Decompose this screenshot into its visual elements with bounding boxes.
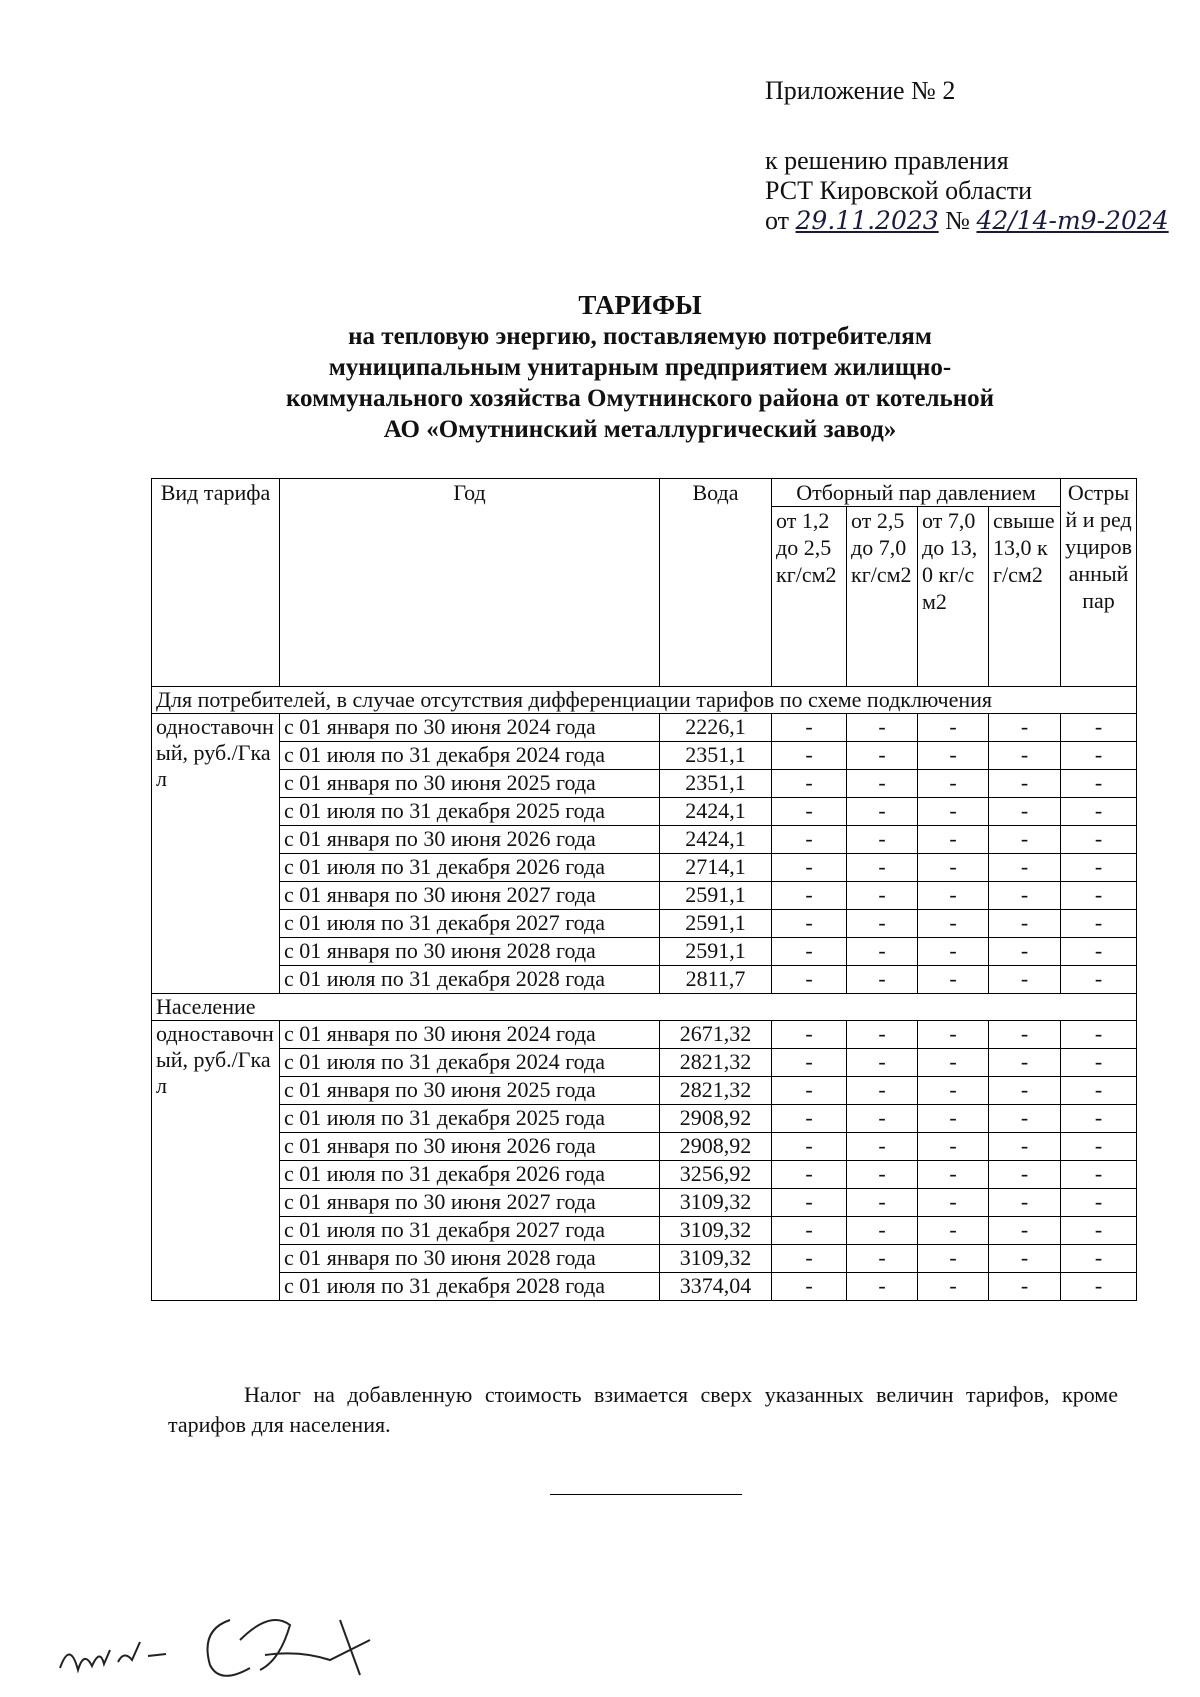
period-cell: с 01 января по 30 июня 2028 года bbox=[280, 938, 660, 966]
steam-1-cell: - bbox=[772, 770, 847, 798]
table-row bbox=[152, 1189, 1137, 1217]
document-title bbox=[150, 290, 1130, 445]
steam-1-cell: - bbox=[772, 798, 847, 826]
title-line-3: коммунального хозяйства Омутнинского района от котельной bbox=[285, 385, 995, 412]
period-cell: с 01 июля по 31 декабря 2024 года bbox=[280, 742, 660, 770]
steam-2-cell: - bbox=[847, 714, 918, 742]
sharp-steam-cell: - bbox=[1061, 826, 1137, 854]
steam-2-cell: - bbox=[847, 1077, 918, 1105]
steam-1-cell: - bbox=[772, 714, 847, 742]
steam-4-cell: - bbox=[989, 1161, 1061, 1189]
steam-3-cell: - bbox=[918, 1021, 989, 1049]
sharp-steam-cell: - bbox=[1061, 798, 1137, 826]
water-value-cell: 2591,1 bbox=[660, 910, 772, 938]
steam-3-cell: - bbox=[918, 1217, 989, 1245]
steam-2-cell: - bbox=[847, 1245, 918, 1273]
section-row bbox=[152, 994, 1137, 1021]
closing-divider bbox=[550, 1494, 742, 1495]
period-cell: с 01 января по 30 июня 2027 года bbox=[280, 882, 660, 910]
steam-3-cell: - bbox=[918, 854, 989, 882]
steam-3-cell: - bbox=[918, 1189, 989, 1217]
steam-4-cell: - bbox=[989, 1077, 1061, 1105]
header-steam-1: от 1,2 до 2,5 кг/см2 bbox=[772, 507, 847, 687]
sharp-steam-cell: - bbox=[1061, 910, 1137, 938]
steam-1-cell: - bbox=[772, 1105, 847, 1133]
table-row bbox=[152, 966, 1137, 994]
period-cell: с 01 января по 30 июня 2024 года bbox=[280, 714, 660, 742]
decision-date: 29.11.2023 bbox=[795, 206, 939, 235]
decision-number: 42/14-т9-2024 bbox=[976, 206, 1169, 235]
steam-4-cell: - bbox=[989, 854, 1061, 882]
title-line-4: АО «Омутнинский металлургический завод» bbox=[383, 416, 897, 443]
section-row bbox=[152, 687, 1137, 714]
table-row bbox=[152, 910, 1137, 938]
steam-4-cell: - bbox=[989, 938, 1061, 966]
table-row bbox=[152, 1133, 1137, 1161]
period-cell: с 01 июля по 31 декабря 2028 года bbox=[280, 1273, 660, 1301]
steam-1-cell: - bbox=[772, 854, 847, 882]
water-value-cell: 2351,1 bbox=[660, 770, 772, 798]
title-line-1: на тепловую энергию, поставляемую потребителям bbox=[348, 323, 932, 350]
steam-3-cell: - bbox=[918, 742, 989, 770]
header-year: Год bbox=[280, 479, 660, 687]
sharp-steam-cell: - bbox=[1061, 742, 1137, 770]
steam-4-cell: - bbox=[989, 910, 1061, 938]
sharp-steam-cell: - bbox=[1061, 1105, 1137, 1133]
steam-4-cell: - bbox=[989, 1273, 1061, 1301]
steam-3-cell: - bbox=[918, 1105, 989, 1133]
sharp-steam-cell: - bbox=[1061, 882, 1137, 910]
steam-1-cell: - bbox=[772, 1217, 847, 1245]
tariff-type-cell: одноставочный, руб./Гкал bbox=[152, 714, 280, 994]
steam-1-cell: - bbox=[772, 882, 847, 910]
header-steam-group: Отборный пар давлением bbox=[772, 479, 1061, 507]
steam-2-cell: - bbox=[847, 1049, 918, 1077]
period-cell: с 01 июля по 31 декабря 2024 года bbox=[280, 1049, 660, 1077]
table-row bbox=[152, 938, 1137, 966]
period-cell: с 01 января по 30 июня 2026 года bbox=[280, 1133, 660, 1161]
water-value-cell: 2351,1 bbox=[660, 742, 772, 770]
period-cell: с 01 июля по 31 декабря 2025 года bbox=[280, 798, 660, 826]
steam-3-cell: - bbox=[918, 826, 989, 854]
table-row bbox=[152, 826, 1137, 854]
header-sharp-steam: Острый и редуцированный пар bbox=[1061, 479, 1137, 687]
table-row bbox=[152, 1049, 1137, 1077]
steam-2-cell: - bbox=[847, 770, 918, 798]
steam-2-cell: - bbox=[847, 938, 918, 966]
steam-4-cell: - bbox=[989, 966, 1061, 994]
tariff-table bbox=[151, 478, 1137, 1301]
steam-1-cell: - bbox=[772, 742, 847, 770]
header-steam-3: от 7,0 до 13,0 кг/см2 bbox=[918, 507, 989, 687]
steam-2-cell: - bbox=[847, 742, 918, 770]
steam-3-cell: - bbox=[918, 1273, 989, 1301]
steam-2-cell: - bbox=[847, 910, 918, 938]
annex-authority-line: РСТ Кировской области bbox=[765, 176, 1033, 205]
steam-2-cell: - bbox=[847, 826, 918, 854]
steam-1-cell: - bbox=[772, 1161, 847, 1189]
table-row bbox=[152, 1105, 1137, 1133]
period-cell: с 01 июля по 31 декабря 2027 года bbox=[280, 1217, 660, 1245]
vat-note: Налог на добавленную стоимость взимается сверх указанных величин тарифов, кроме тарифов для населения. bbox=[168, 1382, 1118, 1437]
water-value-cell: 2714,1 bbox=[660, 854, 772, 882]
annex-decision-line: к решению правления bbox=[765, 146, 1009, 175]
steam-1-cell: - bbox=[772, 1133, 847, 1161]
period-cell: с 01 июля по 31 декабря 2025 года bbox=[280, 1105, 660, 1133]
sharp-steam-cell: - bbox=[1061, 966, 1137, 994]
period-cell: с 01 июля по 31 декабря 2027 года bbox=[280, 910, 660, 938]
steam-2-cell: - bbox=[847, 882, 918, 910]
steam-2-cell: - bbox=[847, 1161, 918, 1189]
header-tariff-type: Вид тарифа bbox=[152, 479, 280, 687]
steam-1-cell: - bbox=[772, 1189, 847, 1217]
annex-date-line bbox=[765, 206, 1169, 236]
steam-2-cell: - bbox=[847, 966, 918, 994]
table-row bbox=[152, 1217, 1137, 1245]
table-row bbox=[152, 1245, 1137, 1273]
steam-4-cell: - bbox=[989, 1105, 1061, 1133]
table-row bbox=[152, 1161, 1137, 1189]
period-cell: с 01 января по 30 июня 2026 года bbox=[280, 826, 660, 854]
header-steam-4: свыше 13,0 кг/см2 bbox=[989, 507, 1061, 687]
steam-1-cell: - bbox=[772, 1077, 847, 1105]
water-value-cell: 2821,32 bbox=[660, 1077, 772, 1105]
steam-2-cell: - bbox=[847, 1105, 918, 1133]
steam-4-cell: - bbox=[989, 1049, 1061, 1077]
sharp-steam-cell: - bbox=[1061, 1245, 1137, 1273]
table-row bbox=[152, 854, 1137, 882]
table-row bbox=[152, 882, 1137, 910]
water-value-cell: 2908,92 bbox=[660, 1133, 772, 1161]
table-row bbox=[152, 798, 1137, 826]
steam-2-cell: - bbox=[847, 798, 918, 826]
water-value-cell: 2226,1 bbox=[660, 714, 772, 742]
steam-1-cell: - bbox=[772, 1273, 847, 1301]
steam-3-cell: - bbox=[918, 770, 989, 798]
steam-4-cell: - bbox=[989, 826, 1061, 854]
signature-mark bbox=[40, 1580, 420, 1690]
section-title: Для потребителей, в случае отсутствия дифференциации тарифов по схеме подключения bbox=[152, 687, 1137, 714]
water-value-cell: 2821,32 bbox=[660, 1049, 772, 1077]
steam-2-cell: - bbox=[847, 1273, 918, 1301]
steam-4-cell: - bbox=[989, 714, 1061, 742]
tariff-table-body bbox=[152, 687, 1137, 1301]
table-row bbox=[152, 1273, 1137, 1301]
number-prefix: № bbox=[945, 206, 970, 235]
header-steam-2: от 2,5 до 7,0 кг/см2 bbox=[847, 507, 918, 687]
water-value-cell: 3256,92 bbox=[660, 1161, 772, 1189]
steam-1-cell: - bbox=[772, 826, 847, 854]
period-cell: с 01 июля по 31 декабря 2028 года bbox=[280, 966, 660, 994]
steam-4-cell: - bbox=[989, 798, 1061, 826]
steam-4-cell: - bbox=[989, 1133, 1061, 1161]
steam-4-cell: - bbox=[989, 1217, 1061, 1245]
sharp-steam-cell: - bbox=[1061, 1133, 1137, 1161]
steam-1-cell: - bbox=[772, 1049, 847, 1077]
steam-3-cell: - bbox=[918, 714, 989, 742]
water-value-cell: 2908,92 bbox=[660, 1105, 772, 1133]
steam-2-cell: - bbox=[847, 854, 918, 882]
table-row bbox=[152, 742, 1137, 770]
steam-4-cell: - bbox=[989, 1245, 1061, 1273]
steam-4-cell: - bbox=[989, 742, 1061, 770]
steam-3-cell: - bbox=[918, 1133, 989, 1161]
steam-3-cell: - bbox=[918, 1161, 989, 1189]
section-title: Население bbox=[152, 994, 1137, 1021]
sharp-steam-cell: - bbox=[1061, 770, 1137, 798]
table-row bbox=[152, 1021, 1137, 1049]
sharp-steam-cell: - bbox=[1061, 1161, 1137, 1189]
water-value-cell: 2671,32 bbox=[660, 1021, 772, 1049]
sharp-steam-cell: - bbox=[1061, 1189, 1137, 1217]
annex-title: Приложение № 2 bbox=[765, 76, 956, 105]
period-cell: с 01 января по 30 июня 2025 года bbox=[280, 770, 660, 798]
water-value-cell: 2591,1 bbox=[660, 938, 772, 966]
water-value-cell: 3374,04 bbox=[660, 1273, 772, 1301]
tariff-type-cell: одноставочный, руб./Гкал bbox=[152, 1021, 280, 1301]
steam-3-cell: - bbox=[918, 910, 989, 938]
sharp-steam-cell: - bbox=[1061, 938, 1137, 966]
sharp-steam-cell: - bbox=[1061, 714, 1137, 742]
steam-1-cell: - bbox=[772, 910, 847, 938]
water-value-cell: 3109,32 bbox=[660, 1189, 772, 1217]
sharp-steam-cell: - bbox=[1061, 1077, 1137, 1105]
steam-2-cell: - bbox=[847, 1217, 918, 1245]
period-cell: с 01 января по 30 июня 2024 года bbox=[280, 1021, 660, 1049]
period-cell: с 01 июля по 31 декабря 2026 года bbox=[280, 854, 660, 882]
steam-4-cell: - bbox=[989, 770, 1061, 798]
steam-4-cell: - bbox=[989, 1021, 1061, 1049]
water-value-cell: 2424,1 bbox=[660, 826, 772, 854]
table-row bbox=[152, 714, 1137, 742]
sharp-steam-cell: - bbox=[1061, 1217, 1137, 1245]
steam-4-cell: - bbox=[989, 882, 1061, 910]
steam-4-cell: - bbox=[989, 1189, 1061, 1217]
period-cell: с 01 января по 30 июня 2025 года bbox=[280, 1077, 660, 1105]
annex-block bbox=[765, 76, 1169, 236]
period-cell: с 01 января по 30 июня 2027 года bbox=[280, 1189, 660, 1217]
header-water: Вода bbox=[660, 479, 772, 687]
steam-1-cell: - bbox=[772, 938, 847, 966]
steam-3-cell: - bbox=[918, 938, 989, 966]
table-row bbox=[152, 770, 1137, 798]
table-row bbox=[152, 1077, 1137, 1105]
steam-3-cell: - bbox=[918, 966, 989, 994]
period-cell: с 01 июля по 31 декабря 2026 года bbox=[280, 1161, 660, 1189]
steam-3-cell: - bbox=[918, 1049, 989, 1077]
title-heading: ТАРИФЫ bbox=[578, 290, 702, 320]
period-cell: с 01 января по 30 июня 2028 года bbox=[280, 1245, 660, 1273]
water-value-cell: 3109,32 bbox=[660, 1217, 772, 1245]
steam-1-cell: - bbox=[772, 966, 847, 994]
steam-2-cell: - bbox=[847, 1189, 918, 1217]
steam-1-cell: - bbox=[772, 1021, 847, 1049]
water-value-cell: 2591,1 bbox=[660, 882, 772, 910]
sharp-steam-cell: - bbox=[1061, 1021, 1137, 1049]
steam-1-cell: - bbox=[772, 1245, 847, 1273]
steam-3-cell: - bbox=[918, 882, 989, 910]
sharp-steam-cell: - bbox=[1061, 854, 1137, 882]
water-value-cell: 2424,1 bbox=[660, 798, 772, 826]
water-value-cell: 2811,7 bbox=[660, 966, 772, 994]
steam-3-cell: - bbox=[918, 1077, 989, 1105]
sharp-steam-cell: - bbox=[1061, 1049, 1137, 1077]
steam-2-cell: - bbox=[847, 1021, 918, 1049]
steam-3-cell: - bbox=[918, 1245, 989, 1273]
date-prefix: от bbox=[765, 206, 790, 235]
steam-3-cell: - bbox=[918, 798, 989, 826]
sharp-steam-cell: - bbox=[1061, 1273, 1137, 1301]
title-line-2: муниципальным унитарным предприятием жилищно- bbox=[328, 354, 952, 381]
water-value-cell: 3109,32 bbox=[660, 1245, 772, 1273]
steam-2-cell: - bbox=[847, 1133, 918, 1161]
